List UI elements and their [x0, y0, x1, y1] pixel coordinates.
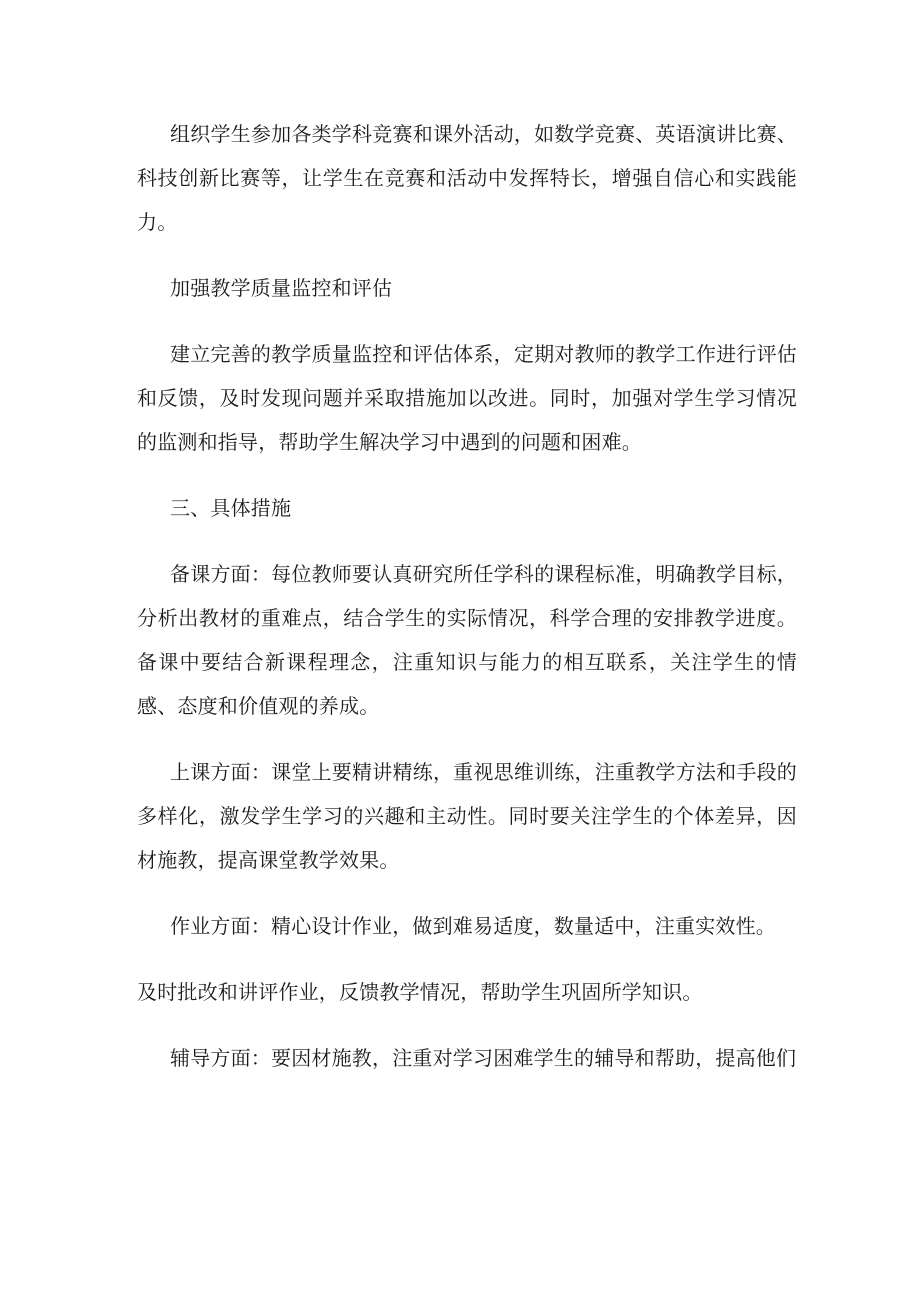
- paragraph-classroom-teaching: 上课方面：课堂上要精讲精练，重视思维训练，注重教学方法和手段的多样化，激发学生学习的兴趣和主动性。同时要关注学生的个体差异，因材施教，提高课堂教学效果。: [137, 760, 797, 872]
- paragraph-quality-system: 建立完善的教学质量监控和评估体系，定期对教师的教学工作进行评估和反馈，及时发现问题并采取措施加以改进。同时，加强对学生学习情况的监测和指导，帮助学生解决学习中遇到的问题和困难。: [137, 342, 797, 454]
- heading-specific-measures: 三、具体措施: [170, 496, 292, 520]
- heading-quality-monitoring: 加强教学质量监控和评估: [170, 276, 393, 300]
- paragraph-competitions: 组织学生参加各类学科竞赛和课外活动，如数学竞赛、英语演讲比赛、科技创新比赛等，让学生在竞赛和活动中发挥特长，增强自信心和实践能力。: [137, 122, 797, 234]
- paragraph-homework: 作业方面：精心设计作业，做到难易适度，数量适中，注重实效性。: [170, 914, 776, 938]
- paragraph-lesson-preparation: 备课方面：每位教师要认真研究所任学科的课程标准，明确教学目标，分析出教材的重难点，结合学生的实际情况，科学合理的安排教学进度。备课中要结合新课程理念，注重知识与能力的相互联系，关注学生的情感、态度和价值观的养成。: [137, 562, 797, 718]
- paragraph-homework-feedback: 及时批改和讲评作业，反馈教学情况，帮助学生巩固所学知识。: [137, 980, 703, 1004]
- document-body: [137, 112, 797, 1080]
- paragraph-tutoring: 辅导方面：要因材施教，注重对学习困难学生的辅导和帮助，提高他们: [170, 1046, 797, 1070]
